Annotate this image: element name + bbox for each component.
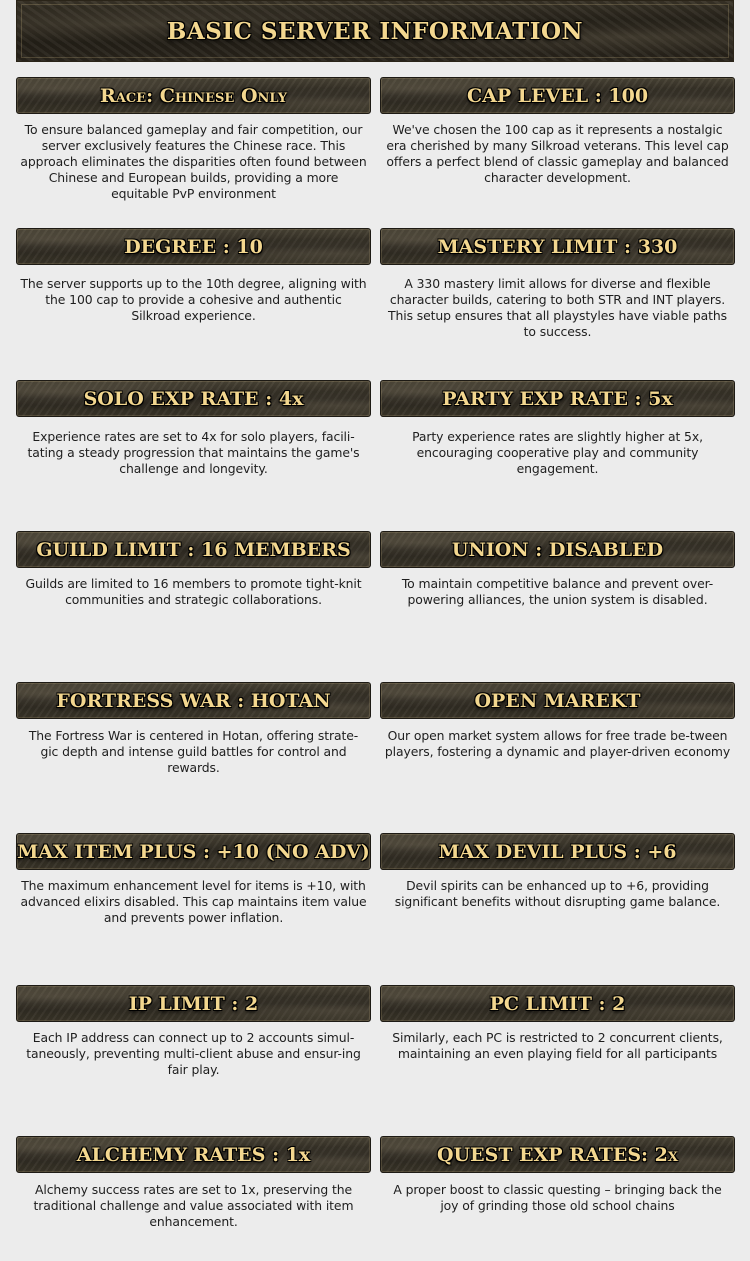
page-title: BASIC SERVER INFORMATION (166, 17, 584, 45)
card-header (16, 77, 371, 114)
card-description: A proper boost to classic questing – bringing back the joy of grinding those old school chains (393, 1182, 722, 1213)
card-title: Race: Chinese Only (100, 84, 287, 107)
card-solo-exp (16, 380, 371, 477)
card-header (16, 985, 371, 1022)
card-alchemy-rates (16, 1136, 371, 1230)
card-title: CAP LEVEL : 100 (466, 84, 649, 107)
card-title: ALCHEMY RATES : 1x (76, 1143, 311, 1166)
card-title: GUILD LIMIT : 16 MEMBERS (36, 538, 351, 561)
card-open-market (380, 682, 735, 760)
card-header (16, 682, 371, 719)
card-description: Similarly, each PC is restricted to 2 concurrent clients, maintaining an even playing field for all participants (392, 1030, 723, 1061)
card-header (380, 833, 735, 870)
card-title: MASTERY LIMIT : 330 (437, 235, 678, 258)
card-union (380, 531, 735, 608)
card-description: A 330 mastery limit allows for diverse and flexible character builds, catering to both STR and INT players. This setup ensures that all playstyles have viable paths to success. (388, 276, 727, 339)
card-header (16, 833, 371, 870)
card-description: To ensure balanced gameplay and fair competition, our server exclusively features the Chinese race. This approach eliminates the disparities often found between Chinese and European builds, providing a more equitable PvP environment (20, 122, 367, 201)
card-description: To maintain competitive balance and prevent over-powering alliances, the union system is disabled. (401, 576, 714, 607)
card-title: MAX DEVIL PLUS : +6 (438, 840, 677, 863)
main-banner (16, 0, 734, 62)
card-description: We've chosen the 100 cap as it represents a nostalgic era cherished by many Silkroad veterans. This level cap offers a perfect blend of classic gameplay and balanced character development. (386, 122, 729, 185)
card-header (380, 682, 735, 719)
card-degree (16, 228, 371, 324)
card-fortress-war (16, 682, 371, 776)
card-description: The Fortress War is centered in Hotan, offering strate-gic depth and intense guild battles for control and rewards. (28, 728, 359, 775)
card-header (380, 77, 735, 114)
card-header (380, 228, 735, 265)
card-pc-limit (380, 985, 735, 1062)
card-header (16, 1136, 371, 1173)
card-header (380, 531, 735, 568)
card-description: Experience rates are set to 4x for solo players, facili-tating a steady progression that maintains the game's challenge and longevity. (27, 429, 360, 476)
card-party-exp (380, 380, 735, 477)
card-description: Party experience rates are slightly higher at 5x, encouraging cooperative play and community engagement. (412, 429, 703, 476)
card-mastery-limit (380, 228, 735, 340)
card-header (16, 531, 371, 568)
card-header (16, 228, 371, 265)
card-title: PC LIMIT : 2 (489, 992, 626, 1015)
card-title: IP LIMIT : 2 (128, 992, 259, 1015)
card-header (380, 380, 735, 417)
card-title: PARTY EXP RATE : 5x (442, 387, 673, 410)
card-title: MAX ITEM PLUS : +10 (NO ADV) (17, 840, 370, 863)
card-title: QUEST EXP RATES: 2x (437, 1143, 678, 1166)
card-description: Guilds are limited to 16 members to promote tight-knit communities and strategic collaborations. (25, 576, 362, 607)
card-description: Alchemy success rates are set to 1x, preserving the traditional challenge and value associated with item enhancement. (33, 1182, 354, 1229)
card-header (380, 1136, 735, 1173)
card-cap-level (380, 77, 735, 186)
card-title: DEGREE : 10 (124, 235, 263, 258)
card-max-item-plus (16, 833, 371, 926)
card-header (16, 380, 371, 417)
card-title: SOLO EXP RATE : 4x (83, 387, 304, 410)
card-max-devil-plus (380, 833, 735, 910)
card-race (16, 77, 371, 202)
card-description: Each IP address can connect up to 2 accounts simul-taneously, preventing multi-client abuse and ensur-ing fair play. (26, 1030, 361, 1077)
card-description: The maximum enhancement level for items is +10, with advanced elixirs disabled. This cap maintains item value and prevents power inflation. (20, 878, 367, 925)
card-ip-limit (16, 985, 371, 1078)
card-title: FORTRESS WAR : HOTAN (56, 689, 331, 712)
card-quest-exp-rates (380, 1136, 735, 1214)
card-title: OPEN MAREKT (474, 689, 641, 712)
card-description: Devil spirits can be enhanced up to +6, providing significant benefits without disrupting game balance. (394, 878, 721, 909)
card-title: UNION : DISABLED (451, 538, 664, 561)
card-header (380, 985, 735, 1022)
card-description: The server supports up to the 10th degree, aligning with the 100 cap to provide a cohesive and authentic Silkroad experience. (20, 276, 367, 323)
card-guild-limit (16, 531, 371, 608)
card-description: Our open market system allows for free trade be-tween players, fostering a dynamic and player-driven economy (384, 728, 731, 759)
